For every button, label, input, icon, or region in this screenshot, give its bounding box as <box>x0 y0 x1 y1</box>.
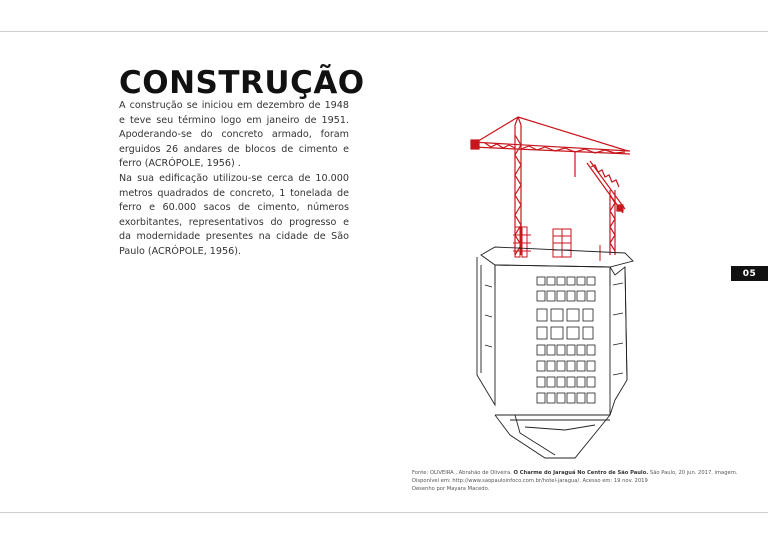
red-scaffold-icon <box>513 227 600 261</box>
building-with-cranes-drawing <box>465 115 635 460</box>
top-divider <box>0 31 768 32</box>
bottom-divider <box>0 512 768 513</box>
paragraph-2: Na sua edificação utilizou-se cerca de 10.000 metros quadrados de concreto, 1 tonelada de ferro e 60.000 sacos de cimento, números exorbitantes, representativos do progresso e da modernidade presentes na cidade de São Paulo (ACRÓPOLE, 1956). <box>119 172 349 257</box>
page-title: CONSTRUÇÃO <box>119 64 365 101</box>
caption-source-prefix: Fonte: OLIVEIRA , Abrahão de Oliveira. <box>412 470 512 476</box>
body-text <box>119 99 349 260</box>
caption-source-suffix: São Paulo, 20 jun. 2017. imagem. <box>649 470 738 476</box>
image-caption <box>412 469 738 493</box>
page-number-tab: 05 <box>731 266 768 281</box>
caption-source-line <box>412 469 738 477</box>
small-crane-icon <box>587 161 625 255</box>
caption-credit-line: Desenho por Mayara Macedo. <box>412 486 490 492</box>
large-crane-icon <box>471 117 630 255</box>
building-windows-icon <box>485 277 623 403</box>
paragraph-1: A construção se iniciou em dezembro de 1948 e teve seu término logo em janeiro de 1951. Apoderando-se do concreto armado, foram erguidos 26 andares de blocos de cimento e ferro (ACRÓPOLE, 1956) . <box>119 100 349 170</box>
caption-source-title: O Charme do Jaraguá No Centro de São Paulo. <box>513 470 649 476</box>
caption-availability-line: Disponível em: http://www.saopauloinfoco.com.br/hotel-jaragua/. Acesso em: 19 nov. 2019 <box>412 478 648 484</box>
